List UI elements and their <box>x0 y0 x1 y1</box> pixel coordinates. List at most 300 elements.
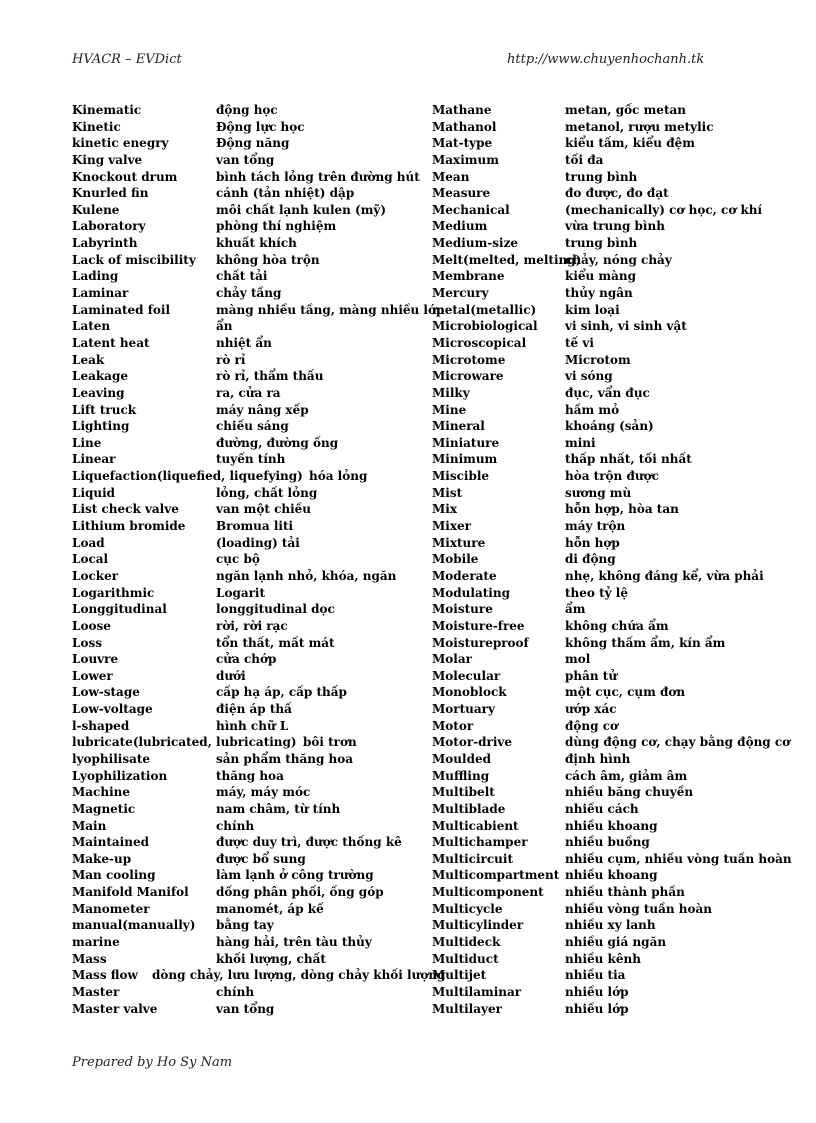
glossary-definition: động học <box>216 103 278 117</box>
glossary-term: Minimum <box>432 452 498 467</box>
glossary-term: Mix <box>432 502 457 517</box>
glossary-term: Leakage <box>72 369 128 384</box>
glossary-definition: hỗn hợp, hòa tan <box>565 502 679 517</box>
glossary-entry <box>432 934 792 951</box>
glossary-definition: định hình <box>565 751 631 766</box>
glossary-term: Laten <box>72 319 111 334</box>
glossary-entry <box>432 268 792 285</box>
glossary-entry <box>432 435 792 452</box>
glossary-entry <box>72 135 422 152</box>
glossary-entry <box>72 185 422 202</box>
glossary-definition: rò rỉ, thẩm thấu <box>216 369 324 384</box>
glossary-definition: cửa chớp <box>216 652 277 667</box>
glossary-entry <box>432 585 792 602</box>
glossary-entry <box>72 635 422 652</box>
glossary-definition: tế vi <box>565 335 594 350</box>
glossary-entry <box>72 385 422 402</box>
glossary-definition: điện áp thấ <box>216 702 292 717</box>
glossary-entry <box>72 451 422 468</box>
glossary-entry <box>432 119 792 136</box>
glossary-term: Modulating <box>432 585 510 600</box>
glossary-entry <box>72 568 422 585</box>
glossary-definition: metanol, rượu metylic <box>565 119 714 134</box>
glossary-term: Knurled fin <box>72 186 149 201</box>
glossary-term: Lyophilization <box>72 768 168 783</box>
glossary-definition: cấp hạ áp, cấp thấp <box>216 685 347 700</box>
glossary-entry <box>72 651 422 668</box>
footer-credit: Prepared by Ho Sy Nam <box>72 1055 233 1070</box>
glossary-term: Linear <box>72 452 116 467</box>
glossary-term: Moistureproof <box>432 635 529 650</box>
glossary-term: Magnetic <box>72 801 136 816</box>
glossary-entry <box>72 102 422 119</box>
glossary-entry <box>432 235 792 252</box>
glossary-definition: cánh (tản nhiệt) dập <box>216 186 355 201</box>
glossary-entry <box>72 119 422 136</box>
glossary-definition: cục bộ <box>216 552 260 567</box>
glossary-definition: nhiều lớp <box>565 1001 629 1016</box>
glossary-term: Make-up <box>72 851 132 866</box>
glossary-entry <box>72 734 422 751</box>
glossary-term: Load <box>72 535 105 550</box>
glossary-term: Kinematic <box>72 103 142 117</box>
glossary-term: Measure <box>432 186 491 201</box>
glossary-term: Master <box>72 984 120 999</box>
glossary-entry <box>72 818 422 835</box>
glossary-entry <box>432 152 792 169</box>
glossary-entry <box>432 601 792 618</box>
glossary-definition: khoáng (sản) <box>565 419 654 434</box>
glossary-entry <box>72 152 422 169</box>
glossary-entry <box>432 718 792 735</box>
glossary-entry <box>432 551 792 568</box>
glossary-entry <box>432 635 792 652</box>
glossary-definition: vi sinh, vi sinh vật <box>565 319 687 334</box>
glossary-entry <box>432 135 792 152</box>
glossary-entry <box>72 235 422 252</box>
glossary-term: Melt(melted, melting) <box>432 252 582 267</box>
glossary-term: Mist <box>432 485 463 500</box>
glossary-definition: chảy, nóng chảy <box>565 252 672 267</box>
glossary-definition: nhiều giá ngăn <box>565 935 667 950</box>
glossary-term: King valve <box>72 152 143 167</box>
glossary-term: Microscopical <box>432 335 527 350</box>
glossary-entry <box>72 884 422 901</box>
glossary-entry <box>432 701 792 718</box>
glossary-definition: longgitudinal dọc <box>216 602 335 617</box>
glossary-term: Miniature <box>432 435 500 450</box>
glossary-term: Local <box>72 552 109 567</box>
glossary-term: Low-voltage <box>72 702 153 717</box>
glossary-definition: ướp xác <box>565 702 617 717</box>
glossary-term: Lighting <box>72 419 130 434</box>
glossary-entry <box>72 934 422 951</box>
glossary-term: Knockout drum <box>72 169 178 184</box>
glossary-term: Mechanical <box>432 202 510 217</box>
glossary-entry <box>72 302 445 319</box>
glossary-term: Moulded <box>432 751 491 766</box>
glossary-entry <box>72 851 422 868</box>
glossary-entry <box>432 734 792 751</box>
glossary-entry <box>72 801 422 818</box>
header-title: HVACR – EVDict <box>72 52 182 67</box>
glossary-term: Latent heat <box>72 335 150 350</box>
glossary-entry <box>432 218 792 235</box>
glossary-term: Master valve <box>72 1001 158 1016</box>
glossary-term: Multilayer <box>432 1001 502 1016</box>
glossary-term: Louvre <box>72 652 119 667</box>
glossary-definition: nhiệt ẩn <box>216 335 272 350</box>
glossary-definition: vi sóng <box>565 369 613 384</box>
glossary-term: Multicabient <box>432 818 519 833</box>
glossary-definition: ẩn <box>216 319 233 334</box>
glossary-term: Lift truck <box>72 402 137 417</box>
glossary-term: Molecular <box>432 668 501 683</box>
glossary-entry <box>72 418 422 435</box>
glossary-term: Motor-drive <box>432 735 513 750</box>
glossary-term: manual(manually) <box>72 918 196 933</box>
glossary-term: Moderate <box>432 568 497 583</box>
glossary-entry <box>432 967 792 984</box>
glossary-entry <box>72 368 422 385</box>
glossary-term: lyophilisate <box>72 751 151 766</box>
glossary-definition: chính <box>216 818 255 833</box>
glossary-term: lubricate(lubricated, lubricating) <box>72 735 297 750</box>
glossary-term: Mathanol <box>432 119 497 134</box>
glossary-definition: hòa trộn được <box>565 469 659 484</box>
glossary-entry <box>72 335 422 352</box>
glossary-definition: được duy trì, được thống kê <box>216 835 402 850</box>
glossary-entry <box>432 252 792 269</box>
glossary-term: Multicylinder <box>432 918 524 933</box>
glossary-entry <box>72 518 422 535</box>
glossary-term: Loss <box>72 635 102 650</box>
glossary-term: Membrane <box>432 269 505 284</box>
glossary-term: Kinetic <box>72 119 121 134</box>
glossary-definition: chảy tầng <box>216 286 282 301</box>
glossary-term: Laminar <box>72 286 129 301</box>
glossary-entry <box>432 368 792 385</box>
glossary-definition: một cục, cụm đơn <box>565 685 686 700</box>
glossary-definition: nhiều xy lanh <box>565 918 656 933</box>
glossary-term: Leak <box>72 352 105 367</box>
glossary-term: Mat-type <box>432 136 493 151</box>
glossary-definition: môi chất lạnh kulen (mỹ) <box>216 202 387 217</box>
glossary-term: Maximum <box>432 152 499 167</box>
glossary-term: Mine <box>432 402 467 417</box>
glossary-term: Muffling <box>432 768 490 783</box>
glossary-entry <box>72 701 422 718</box>
glossary-entry <box>72 252 422 269</box>
glossary-term: Loose <box>72 618 111 633</box>
glossary-entry <box>72 718 422 735</box>
glossary-definition: kiểu màng <box>565 269 636 284</box>
glossary-term: Maintained <box>72 835 149 850</box>
glossary-term: Monoblock <box>432 685 507 700</box>
header-url: http://www.chuyenhochanh.tk <box>507 52 705 67</box>
glossary-entry <box>72 535 422 552</box>
glossary-term: Microware <box>432 369 504 384</box>
glossary-term: Laboratory <box>72 219 146 234</box>
glossary-term: Multilaminar <box>432 984 522 999</box>
glossary-term: Medium-size <box>432 236 519 251</box>
glossary-entry <box>432 668 792 685</box>
glossary-entry <box>72 485 422 502</box>
glossary-term: Multicomponent <box>432 885 544 900</box>
glossary-term: Lading <box>72 269 119 284</box>
glossary-entry <box>72 768 422 785</box>
glossary-entry <box>432 202 792 219</box>
glossary-entry <box>432 385 792 402</box>
glossary-entry <box>72 551 422 568</box>
glossary-definition: metan, gốc metan <box>565 103 686 117</box>
glossary-definition: manomét, áp kế <box>216 901 324 916</box>
glossary-term: Multicircuit <box>432 851 513 866</box>
glossary-entry <box>72 169 422 186</box>
glossary-definition: trung bình <box>565 236 638 251</box>
glossary-definition: (mechanically) cơ học, cơ khí <box>565 202 763 217</box>
glossary-term: Liquefaction(liquefied, liquefying) <box>72 469 303 484</box>
glossary-term: l-shaped <box>72 718 130 733</box>
glossary-entry <box>72 352 422 369</box>
glossary-definition: nhiều kênh <box>565 951 641 966</box>
glossary-term: Multiblade <box>432 801 506 816</box>
glossary-definition: Bromua liti <box>216 519 294 534</box>
glossary-definition: nhiều cụm, nhiều vòng tuần hoàn <box>565 851 792 866</box>
glossary-definition: kim loại <box>565 302 620 317</box>
glossary-definition: không thấm ẩm, kín ẩm <box>565 635 726 650</box>
glossary-definition: Động lực học <box>216 119 305 134</box>
glossary-entry <box>72 601 422 618</box>
glossary-term: Locker <box>72 568 119 583</box>
glossary-term: Milky <box>432 385 470 400</box>
glossary-definition: bôi trơn <box>303 735 357 750</box>
glossary-definition: ngăn lạnh nhỏ, khóa, ngăn <box>216 568 397 583</box>
glossary-definition: nhiều thành phần <box>565 885 685 900</box>
glossary-definition: trung bình <box>565 169 638 184</box>
glossary-definition: rời, rời rạc <box>216 618 288 633</box>
glossary-definition: nhiều tia <box>565 968 626 983</box>
glossary-definition: nam châm, từ tính <box>216 801 341 816</box>
glossary-entry <box>72 967 446 984</box>
glossary-definition: làm lạnh ở công trường <box>216 868 374 883</box>
glossary-entry <box>72 435 422 452</box>
glossary-entry <box>432 768 792 785</box>
glossary-entry <box>432 485 792 502</box>
glossary-entry <box>432 352 792 369</box>
glossary-entry <box>72 268 422 285</box>
glossary-column-right <box>432 102 792 1017</box>
glossary-entry <box>72 951 422 968</box>
glossary-entry <box>432 501 792 518</box>
glossary-term: Labyrinth <box>72 236 138 251</box>
glossary-term: Laminated foil <box>72 302 170 317</box>
glossary-entry <box>432 618 792 635</box>
glossary-definition: rò rỉ <box>216 352 246 367</box>
glossary-term: Main <box>72 818 107 833</box>
glossary-definition: chiếu sáng <box>216 419 289 434</box>
glossary-term: Line <box>72 435 102 450</box>
glossary-definition: dống phân phối, ống góp <box>216 885 384 900</box>
glossary-term: Multichamper <box>432 835 528 850</box>
glossary-entry <box>432 302 792 319</box>
glossary-term: Mixer <box>432 519 471 534</box>
glossary-entry <box>72 501 422 518</box>
glossary-definition: tuyến tính <box>216 452 286 467</box>
glossary-entry <box>72 834 422 851</box>
glossary-definition: Logarit <box>216 585 266 600</box>
glossary-entry <box>72 618 422 635</box>
glossary-term: Lack of miscibility <box>72 252 196 267</box>
glossary-definition: sản phẩm thăng hoa <box>216 751 354 766</box>
glossary-entry <box>72 318 422 335</box>
glossary-term: Moisture-free <box>432 618 525 633</box>
glossary-definition: máy, máy móc <box>216 785 311 800</box>
glossary-definition: ẩm <box>565 602 586 617</box>
glossary-definition: van tổng <box>216 152 275 167</box>
glossary-entry <box>432 518 792 535</box>
glossary-definition: hàng hải, trên tàu thủy <box>216 935 372 950</box>
glossary-definition: dùng động cơ, chạy bằng động cơ <box>565 735 791 750</box>
glossary-definition: phòng thí nghiệm <box>216 219 337 234</box>
glossary-term: Multiduct <box>432 951 499 966</box>
glossary-entry <box>432 867 792 884</box>
glossary-definition: thấp nhất, tối nhất <box>565 452 692 467</box>
glossary-definition: bằng tay <box>216 918 274 933</box>
glossary-entry <box>432 535 792 552</box>
glossary-definition: động cơ <box>565 718 618 733</box>
glossary-term: Mass <box>72 951 107 966</box>
glossary-definition: nhiều khoang <box>565 868 658 883</box>
glossary-term: Man cooling <box>72 868 156 883</box>
glossary-definition: đục, vẩn đục <box>565 385 650 400</box>
glossary-definition: Động năng <box>216 136 290 151</box>
glossary-definition: chính <box>216 984 255 999</box>
glossary-entry <box>432 984 792 1001</box>
glossary-definition: màng nhiều tầng, màng nhiều lớp <box>216 302 445 317</box>
glossary-definition: vừa trung bình <box>565 219 665 234</box>
glossary-entry <box>72 585 422 602</box>
glossary-definition: hình chữ L <box>216 718 289 733</box>
glossary-entry <box>432 884 792 901</box>
glossary-term: List check valve <box>72 502 179 517</box>
glossary-entry <box>72 218 422 235</box>
glossary-definition: kiểu tấm, kiểu đệm <box>565 136 695 151</box>
glossary-entry <box>432 451 792 468</box>
glossary-definition: dưới <box>216 668 246 683</box>
glossary-definition: khuất khích <box>216 236 297 251</box>
glossary-entry <box>72 751 422 768</box>
glossary-term: Multibelt <box>432 785 495 800</box>
glossary-term: Mass flow <box>72 968 138 983</box>
glossary-entry <box>432 568 792 585</box>
glossary-term: Mathane <box>432 103 492 117</box>
glossary-term: Motor <box>432 718 474 733</box>
glossary-term: Mean <box>432 169 470 184</box>
glossary-term: Molar <box>432 652 472 667</box>
glossary-term: Lower <box>72 668 113 683</box>
glossary-entry <box>72 285 422 302</box>
glossary-term: Multicycle <box>432 901 503 916</box>
glossary-definition: khối lượng, chất <box>216 951 326 966</box>
glossary-entry <box>432 834 792 851</box>
glossary-entry <box>72 984 422 1001</box>
glossary-term: Microbiological <box>432 319 538 334</box>
glossary-entry <box>72 684 422 701</box>
glossary-term: Multideck <box>432 935 501 950</box>
glossary-definition: (loading) tải <box>216 535 300 550</box>
glossary-term: metal(metallic) <box>432 302 537 317</box>
glossary-definition: van tổng <box>216 1001 275 1016</box>
glossary-entry <box>432 468 792 485</box>
glossary-entry <box>432 418 792 435</box>
glossary-definition: nhiều buồng <box>565 835 650 850</box>
glossary-definition: dòng chảy, lưu lượng, dòng chảy khối lượng <box>152 968 446 983</box>
glossary-definition: thăng hoa <box>216 768 284 783</box>
glossary-entry <box>432 402 792 419</box>
glossary-entry <box>432 102 792 119</box>
glossary-definition: hỗn hợp <box>565 535 620 550</box>
glossary-definition: hóa lỏng <box>309 469 368 484</box>
glossary-entry <box>432 651 792 668</box>
glossary-entry <box>72 1001 422 1018</box>
glossary-definition: đo được, đo đạt <box>565 186 669 201</box>
glossary-term: Multicompartment <box>432 868 560 883</box>
glossary-definition: nhiều cách <box>565 801 639 816</box>
glossary-definition: lỏng, chất lỏng <box>216 485 318 500</box>
glossary-definition: không hòa trộn <box>216 252 320 267</box>
glossary-definition: hầm mỏ <box>565 402 620 417</box>
glossary-definition: máy trộn <box>565 519 626 534</box>
glossary-entry <box>72 202 422 219</box>
glossary-entry <box>72 402 422 419</box>
glossary-definition: sương mù <box>565 485 632 500</box>
glossary-term: Miscible <box>432 469 490 484</box>
glossary-definition: mol <box>565 652 591 667</box>
glossary-definition: phân tử <box>565 668 618 683</box>
glossary-definition: mini <box>565 435 596 450</box>
glossary-term: Kulene <box>72 202 120 217</box>
glossary-definition: di động <box>565 552 616 567</box>
glossary-term: Manifold Manifol <box>72 885 189 900</box>
glossary-definition: theo tỷ lệ <box>565 585 628 600</box>
glossary-term: Multijet <box>432 968 487 983</box>
glossary-entry <box>432 335 792 352</box>
glossary-entry <box>432 1001 792 1018</box>
glossary-definition: bình tách lỏng trên đường hút <box>216 169 420 184</box>
glossary-entry <box>432 185 792 202</box>
glossary-term: Low-stage <box>72 685 140 700</box>
glossary-entry <box>432 951 792 968</box>
glossary-definition: nhiều lớp <box>565 984 629 999</box>
glossary-definition: cách âm, giảm âm <box>565 768 688 783</box>
glossary-term: Mixture <box>432 535 486 550</box>
glossary-definition: được bổ sung <box>216 851 306 866</box>
glossary-term: Medium <box>432 219 488 234</box>
glossary-entry <box>432 751 792 768</box>
glossary-term: Manometer <box>72 901 150 916</box>
glossary-entry <box>432 318 792 335</box>
glossary-entry <box>432 851 792 868</box>
glossary-definition: thủy ngân <box>565 286 633 301</box>
glossary-term: Mobile <box>432 552 479 567</box>
glossary-definition: nhiều vòng tuần hoàn <box>565 901 712 916</box>
glossary-entry <box>432 285 792 302</box>
glossary-entry <box>72 867 422 884</box>
glossary-term: Leaving <box>72 385 125 400</box>
glossary-definition: máy nâng xếp <box>216 402 309 417</box>
glossary-definition: nhẹ, không đáng kể, vừa phải <box>565 568 764 583</box>
